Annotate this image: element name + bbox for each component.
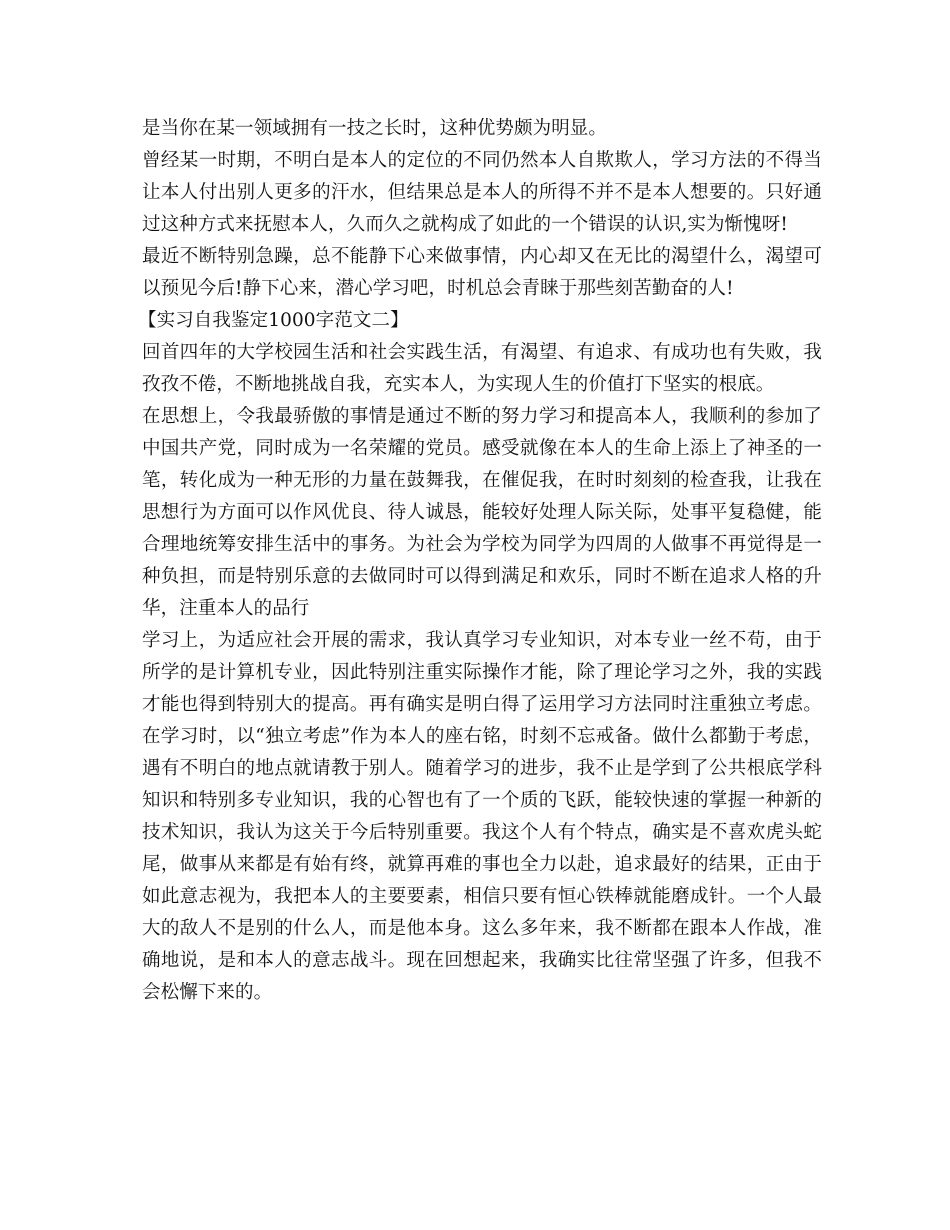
section-heading: 【实习自我鉴定1000字范文二】 xyxy=(138,310,409,331)
paragraph-3: 最近不断特别急躁，总不能静下心来做事情，内心却又在无比的渴望什么，渴望可以预见今后!静下心来，潜心学习吧，时机总会青睐于那些刻苦勤奋的人! xyxy=(142,246,822,299)
paragraph-4: 回首四年的大学校园生活和社会实践生活，有渴望、有追求、有成功也有失败，我孜孜不倦，不断地挑战自我，充实本人，为实现人生的价值打下坚实的根底。 xyxy=(142,342,822,395)
paragraph-1: 是当你在某一领域拥有一技之长时，这种优势颇为明显。 xyxy=(142,118,608,139)
paragraph-2: 曾经某一时期，不明白是本人的定位的不同仍然本人自欺欺人，学习方法的不得当让本人付出别人更多的汗水，但结果总是本人的所得不并不是本人想要的。只好通过这种方式来抚慰本人，久而久之就构成了如此的一个错误的认识,实为惭愧呀! xyxy=(142,150,822,235)
document-body xyxy=(138,113,822,1009)
paragraph-5: 在思想上，令我最骄傲的事情是通过不断的努力学习和提高本人，我顺利的参加了中国共产党，同时成为一名荣耀的党员。感受就像在本人的生命上添上了神圣的一笔，转化成为一种无形的力量在鼓舞我，在催促我，在时时刻刻的检查我，让我在思想行为方面可以作风优良、待人诚恳，能较好处理人际关际，处事平复稳健，能合理地统筹安排生活中的事务。为社会为学校为同学为四周的人做事不再觉得是一种负担，而是特别乐意的去做同时可以得到满足和欢乐，同时不断在追求人格的升华，注重本人的品行 xyxy=(142,406,822,619)
paragraph-6: 学习上，为适应社会开展的需求，我认真学习专业知识，对本专业一丝不苟，由于所学的是计算机专业，因此特别注重实际操作才能，除了理论学习之外，我的实践才能也得到特别大的提高。再有确实是明白得了运用学习方法同时注重独立考虑。在学习时，以“独立考虑”作为本人的座右铭，时刻不忘戒备。做什么都勤于考虑，遇有不明白的地点就请教于别人。随着学习的进步，我不止是学到了公共根底学科知识和特别多专业知识，我的心智也有了一个质的飞跃，能较快速的掌握一种新的技术知识，我认为这关于今后特别重要。我这个人有个特点，确实是不喜欢虎头蛇尾，做事从来都是有始有终，就算再难的事也全力以赴，追求最好的结果，正由于如此意志视为，我把本人的主要要素，相信只要有恒心铁棒就能磨成针。一个人最大的敌人不是别的什么人，而是他本身。这么多年来，我不断都在跟本人作战，准确地说，是和本人的意志战斗。现在回想起来，我确实比往常坚强了许多，但我不会松懈下来的。 xyxy=(142,630,822,1003)
